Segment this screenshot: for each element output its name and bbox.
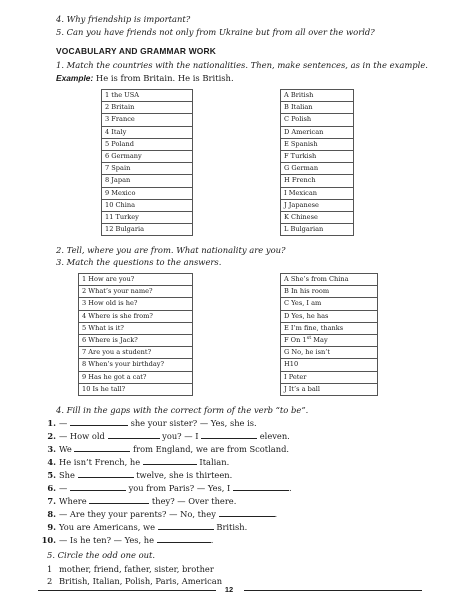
country-cell: 10 China <box>102 199 193 211</box>
country-cell: 1 the USA <box>102 90 193 102</box>
section-heading: VOCABULARY AND GRAMMAR WORK <box>56 46 217 56</box>
item-text: We <box>59 444 75 454</box>
gap-item-8 <box>41 509 277 519</box>
question-5: 5. Can you have friends not only from Ukraine but from all over the world? <box>56 27 375 37</box>
answer-cell: B In his room <box>281 286 378 298</box>
table-row <box>102 163 193 175</box>
example-label: Example: <box>56 73 94 83</box>
nationality-cell: B Italian <box>281 102 354 114</box>
question-cell: 10 Is he tall? <box>79 383 193 395</box>
table-row <box>79 383 193 395</box>
table-row <box>79 371 193 383</box>
gap-item-6 <box>41 483 292 493</box>
item-text: — Are they your parents? — No, they <box>59 509 219 519</box>
question-cell: 2 What’s your name? <box>79 286 193 298</box>
table-row <box>79 310 193 322</box>
item-text: — <box>59 483 70 493</box>
table-row <box>102 175 193 187</box>
item-text: . <box>210 535 214 545</box>
answer-blank[interactable] <box>108 431 160 439</box>
item-number: 1 <box>47 564 53 574</box>
table-row <box>281 114 354 126</box>
item-number: 8. <box>47 509 56 519</box>
nationality-cell: H French <box>281 175 354 187</box>
table-row <box>281 102 354 114</box>
item-text: — How old <box>59 431 108 441</box>
table-row <box>281 175 354 187</box>
answer-cell: C Yes, I am <box>281 298 378 310</box>
item-text: — Is he ten? — Yes, he <box>59 535 157 545</box>
item-text: eleven. <box>257 431 290 441</box>
country-cell: 11 Turkey <box>102 212 193 224</box>
answer-blank[interactable] <box>89 496 149 504</box>
country-cell: 3 France <box>102 114 193 126</box>
country-cell: 7 Spain <box>102 163 193 175</box>
item-text: she your sister? — Yes, she is. <box>127 418 257 428</box>
question-cell: 4 Where is she from? <box>79 310 193 322</box>
item-number: 2. <box>47 431 56 441</box>
question-cell: 6 Where is Jack? <box>79 335 193 347</box>
table-row <box>102 90 193 102</box>
task1-example <box>56 73 234 83</box>
nationality-cell: D American <box>281 126 354 138</box>
gap-item-2 <box>41 431 290 441</box>
table-row <box>102 199 193 211</box>
country-cell: 6 Germany <box>102 151 193 163</box>
nationality-cell: A British <box>281 90 354 102</box>
table-row <box>281 383 378 395</box>
answer-blank[interactable] <box>74 444 130 452</box>
table-row <box>79 286 193 298</box>
answer-cell: D Yes, he has <box>281 310 378 322</box>
item-text: — <box>59 418 70 428</box>
table-row <box>281 163 354 175</box>
item-number: 3. <box>47 444 56 454</box>
item-text: Where <box>59 496 90 506</box>
gap-item-3 <box>41 444 289 454</box>
table-row <box>281 274 378 286</box>
table-row <box>281 347 378 359</box>
table-row <box>102 212 193 224</box>
answer-blank[interactable] <box>219 509 275 517</box>
countries-table <box>101 89 193 236</box>
gap-item-5 <box>41 470 232 480</box>
table-row <box>102 187 193 199</box>
task3-instruction: 3. Match the questions to the answers. <box>56 257 222 267</box>
table-row <box>281 310 378 322</box>
gap-item-7 <box>41 496 236 506</box>
questions-table <box>78 273 193 396</box>
table-row <box>79 359 193 371</box>
question-cell: 7 Are you a student? <box>79 347 193 359</box>
table-row <box>79 335 193 347</box>
task5-instruction: 5. Circle the odd one out. <box>47 550 156 560</box>
item-text: He isn’t French, he <box>59 457 143 467</box>
answer-cell: J It’s a ball <box>281 383 378 395</box>
odd-item-1 <box>47 564 214 574</box>
item-text: . <box>274 509 278 519</box>
table-row <box>281 138 354 150</box>
answer-blank[interactable] <box>70 418 128 426</box>
nationality-cell: C Polish <box>281 114 354 126</box>
table-row <box>79 274 193 286</box>
nationality-cell: F Turkish <box>281 151 354 163</box>
gap-item-1 <box>41 418 257 428</box>
table-row <box>281 298 378 310</box>
item-number: 7. <box>47 496 56 506</box>
table-row <box>281 359 378 371</box>
answer-cell: A She’s from China <box>281 274 378 286</box>
table-row <box>281 335 378 347</box>
table-row <box>102 224 193 236</box>
answer-f-text: F On 1 <box>284 336 307 345</box>
gap-item-10 <box>41 535 213 545</box>
task2-instruction: 2. Tell, where you are from. What nationality are you? <box>56 245 286 255</box>
country-cell: 2 Britain <box>102 102 193 114</box>
question-cell: 8 When’s your birthday? <box>79 359 193 371</box>
table-row <box>102 114 193 126</box>
item-text: She <box>59 470 78 480</box>
table-row <box>281 286 378 298</box>
nationality-cell: E Spanish <box>281 138 354 150</box>
item-text: you from Paris? — Yes, I <box>125 483 233 493</box>
item-text: British, Italian, Polish, Paris, American <box>59 576 223 586</box>
answer-blank[interactable] <box>158 522 214 530</box>
country-cell: 4 Italy <box>102 126 193 138</box>
answers-table <box>280 273 378 396</box>
example-text: He is from Britain. He is British. <box>93 73 234 83</box>
question-4: 4. Why friendship is important? <box>56 14 191 24</box>
table-row <box>102 126 193 138</box>
table-row <box>79 322 193 334</box>
country-cell: 5 Poland <box>102 138 193 150</box>
item-number: 1. <box>47 418 56 428</box>
item-number: 4. <box>47 457 56 467</box>
item-number: 2 <box>47 576 53 586</box>
table-row <box>281 371 378 383</box>
answer-cell: G No, he isn’t <box>281 347 378 359</box>
item-text: twelve, she is thirteen. <box>133 470 233 480</box>
item-text: British. <box>213 522 248 532</box>
answer-cell: E I’m fine, thanks <box>281 322 378 334</box>
question-cell: 9 Has he got a cat? <box>79 371 193 383</box>
table-row <box>281 224 354 236</box>
answer-blank[interactable] <box>143 457 197 465</box>
country-cell: 8 Japan <box>102 175 193 187</box>
gap-item-9 <box>41 522 247 532</box>
item-text: mother, friend, father, sister, brother <box>59 564 214 574</box>
nationality-cell: I Mexican <box>281 187 354 199</box>
table-row <box>281 126 354 138</box>
footer-rule-left <box>38 590 216 591</box>
gap-item-4 <box>41 457 229 467</box>
answer-blank[interactable] <box>70 483 126 491</box>
answer-blank[interactable] <box>78 470 134 478</box>
question-cell: 5 What is it? <box>79 322 193 334</box>
answer-cell: I Peter <box>281 371 378 383</box>
answer-f-tail: May <box>311 336 328 345</box>
table-row <box>281 90 354 102</box>
nationalities-table <box>280 89 354 236</box>
task4-instruction: 4. Fill in the gaps with the correct form of the verb “to be”. <box>56 405 309 415</box>
answer-cell: H10 <box>281 359 378 371</box>
table-row <box>281 187 354 199</box>
answer-blank[interactable] <box>233 483 289 491</box>
item-number: 10. <box>41 535 56 545</box>
answer-f-sup: st <box>306 334 312 341</box>
country-cell: 9 Mexico <box>102 187 193 199</box>
table-row <box>281 322 378 334</box>
question-cell: 1 How are you? <box>79 274 193 286</box>
nationality-cell: J Japanese <box>281 199 354 211</box>
item-number: 6. <box>47 483 56 493</box>
odd-item-2 <box>47 576 222 586</box>
table-row <box>79 347 193 359</box>
nationality-cell: K Chinese <box>281 212 354 224</box>
page-number: 12 <box>224 585 234 594</box>
item-text: from England, we are from Scotland. <box>130 444 290 454</box>
answer-blank[interactable] <box>201 431 257 439</box>
table-row <box>102 138 193 150</box>
item-text: you? — I <box>159 431 202 441</box>
table-row <box>281 199 354 211</box>
item-text: You are Americans, we <box>59 522 158 532</box>
item-text: they? — Over there. <box>149 496 237 506</box>
item-number: 5. <box>47 470 56 480</box>
item-text: . <box>288 483 292 493</box>
nationality-cell: G German <box>281 163 354 175</box>
item-text: Italian. <box>196 457 230 467</box>
table-row <box>79 298 193 310</box>
table-row <box>281 151 354 163</box>
task1-instruction: 1. Match the countries with the nationalities. Then, make sentences, as in the example. <box>56 60 428 70</box>
question-cell: 3 How old is he? <box>79 298 193 310</box>
country-cell: 12 Bulgaria <box>102 224 193 236</box>
answer-cell <box>281 335 378 347</box>
table-row <box>281 212 354 224</box>
answer-blank[interactable] <box>157 535 211 543</box>
nationality-cell: L Bulgarian <box>281 224 354 236</box>
item-number: 9. <box>47 522 56 532</box>
table-row <box>102 102 193 114</box>
table-row <box>102 151 193 163</box>
footer-rule-right <box>244 590 422 591</box>
